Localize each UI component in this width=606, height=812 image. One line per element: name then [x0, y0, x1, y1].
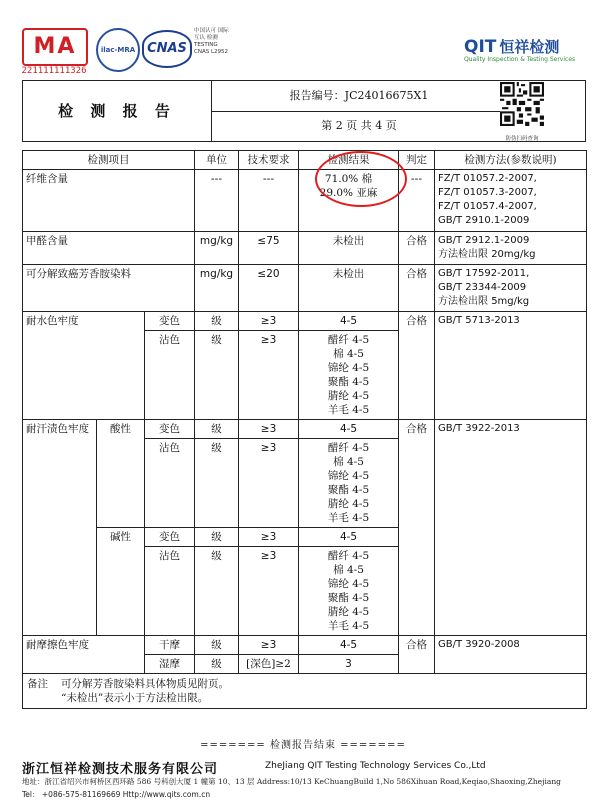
page-number: 第 2 页 共 4 页 [321, 119, 397, 132]
result-cell: 4-5 [299, 312, 399, 331]
result-line: 29.0% 亚麻 [319, 187, 378, 199]
stain-result: 醋纤 4-5 [327, 550, 370, 562]
table-row [23, 636, 587, 655]
result-cell: 4-5 [299, 636, 399, 655]
method-cell [435, 232, 587, 265]
requirement-cell: ≥3 [239, 439, 299, 528]
result-line: 71.0% 棉 [324, 173, 373, 185]
stain-result: 腈纶 4-5 [327, 606, 370, 618]
item-sweat-fastness: 耐汗渍色牢度 [23, 420, 97, 636]
stain-result: 聚酯 4-5 [327, 376, 370, 388]
qit-logo-cn: 恒祥检测 [499, 38, 560, 56]
requirement-cell: ≥3 [239, 312, 299, 331]
header-unit: 单位 [195, 151, 239, 170]
unit-cell: 级 [195, 547, 239, 636]
judgement-cell: 合格 [399, 636, 435, 674]
sub-item-wet: 湿摩 [145, 655, 195, 674]
item-formaldehyde: 甲醛含量 [23, 232, 195, 265]
unit-cell: 级 [195, 439, 239, 528]
requirement-cell: --- [239, 170, 299, 232]
method-line: FZ/T 01057.3-2007, [438, 187, 537, 198]
highlight-ellipse [315, 151, 407, 207]
method-line: FZ/T 01057.4-2007, [438, 201, 537, 212]
sub-item-stain: 沾色 [145, 331, 195, 420]
sub-item-change: 变色 [145, 420, 195, 439]
header-item: 检测项目 [23, 151, 195, 170]
method-cell [435, 170, 587, 232]
method-cell: GB/T 3922-2013 [435, 420, 587, 636]
company-logo [464, 36, 559, 57]
method-line: 方法检出限 20mg/kg [438, 249, 536, 260]
judgement-cell: 合格 [399, 232, 435, 265]
method-line: 方法检出限 5mg/kg [438, 296, 530, 307]
table-row [23, 232, 587, 265]
unit-cell: 级 [195, 528, 239, 547]
header-requirement: 技术要求 [239, 151, 299, 170]
judgement-cell: 合格 [399, 265, 435, 312]
stain-result: 聚酯 4-5 [327, 592, 370, 604]
stain-result: 醋纤 4-5 [327, 334, 370, 346]
qr-caption: 防伪扫码查询 [505, 136, 539, 142]
header-result: 检测结果 [299, 151, 399, 170]
sub-item-stain: 沾色 [145, 547, 195, 636]
remarks-cell [23, 674, 587, 709]
company-address: 地址：浙江省绍兴市柯桥区西环路 586 号科创大厦 1 幢第 10、13 层 Address:10/13 KeChuangBuild 1,No 586Xihuan Road,Keqiao,Shaoxing,Zhejiang [22, 777, 561, 786]
unit-cell: 级 [195, 636, 239, 655]
method-line: GB/T 23344-2009 [438, 282, 527, 293]
item-fiber: 纤维含量 [23, 170, 195, 232]
stain-result: 腈纶 4-5 [327, 390, 370, 402]
ilac-mra-logo: ilac-MRA [96, 28, 140, 72]
requirement-cell: ≥3 [239, 420, 299, 439]
unit-cell: 级 [195, 331, 239, 420]
sub-item-change: 变色 [145, 312, 195, 331]
remarks-label: 备注 [27, 678, 48, 690]
stain-result: 棉 4-5 [333, 564, 364, 576]
requirement-cell: ≥3 [239, 331, 299, 420]
judgement-cell: 合格 [399, 420, 435, 636]
results-table [22, 150, 587, 709]
report-title: 检 测 报 告 [58, 102, 176, 120]
requirement-cell: ≥3 [239, 528, 299, 547]
qit-logo-text: QIT [464, 37, 497, 57]
result-cell: 3 [299, 655, 399, 674]
result-cell: 4-5 [299, 420, 399, 439]
table-header-row [23, 151, 587, 170]
company-name-cn: 浙江恒祥检测技术服务有限公司 [22, 762, 219, 777]
method-cell: GB/T 5713-2013 [435, 312, 587, 420]
report-number: 报告编号：JC24016675X1 [289, 89, 429, 102]
requirement-cell: [深色]≥2 [239, 655, 299, 674]
company-contact: Tel： +086-575-81169669 Http://www.qits.com.cn [22, 790, 211, 799]
stain-result: 腈纶 4-5 [327, 498, 370, 510]
table-row [23, 170, 587, 232]
result-cell [299, 547, 399, 636]
sub-item-change: 变色 [145, 528, 195, 547]
method-line: GB/T 2910.1-2009 [438, 215, 530, 226]
remarks-line: 可分解芳香胺染料具体物质见附页。 [61, 678, 229, 690]
stain-result: 聚酯 4-5 [327, 484, 370, 496]
requirement-cell: ≥3 [239, 636, 299, 655]
header-method: 检测方法(参数说明) [435, 151, 587, 170]
accreditation-text: 中国认可 国际互认 检测 TESTING CNAS L2952 [194, 28, 229, 55]
stain-result: 棉 4-5 [333, 348, 364, 360]
stain-result: 锦纶 4-5 [327, 362, 370, 374]
remarks-line: “未检出”表示小于方法检出限。 [61, 692, 209, 704]
cnas-logo: CNAS [142, 30, 192, 68]
stain-result: 醋纤 4-5 [327, 442, 370, 454]
method-cell: GB/T 3920-2008 [435, 636, 587, 674]
result-cell: 未检出 [299, 265, 399, 312]
judgement-cell: 合格 [399, 312, 435, 420]
result-cell: 未检出 [299, 232, 399, 265]
table-row [23, 420, 587, 439]
remarks-row [23, 674, 587, 709]
unit-cell: mg/kg [195, 232, 239, 265]
unit-cell: 级 [195, 420, 239, 439]
method-line: FZ/T 01057.2-2007, [438, 173, 537, 184]
method-line: GB/T 2912.1-2009 [438, 235, 530, 246]
report-end-line: ======= 检测报告结束 ======= [200, 740, 406, 751]
table-row [23, 265, 587, 312]
result-cell [299, 439, 399, 528]
sub-item-alkali: 碱性 [97, 528, 145, 636]
stain-result: 锦纶 4-5 [327, 470, 370, 482]
sub-item-stain: 沾色 [145, 439, 195, 528]
table-row [23, 312, 587, 331]
requirement-cell: ≤75 [239, 232, 299, 265]
qr-code-icon[interactable] [500, 82, 544, 126]
sub-item-acid: 酸性 [97, 420, 145, 528]
company-slogan: Quality Inspection & Testing Services [464, 56, 576, 63]
unit-cell: 级 [195, 312, 239, 331]
stain-result: 棉 4-5 [333, 456, 364, 468]
judgement-cell: --- [399, 170, 435, 232]
stain-result: 羊毛 4-5 [327, 620, 370, 632]
sub-item-dry: 干摩 [145, 636, 195, 655]
header-judgement: 判定 [399, 151, 435, 170]
unit-cell: 级 [195, 655, 239, 674]
item-water-fastness: 耐水色牢度 [23, 312, 145, 420]
unit-cell: mg/kg [195, 265, 239, 312]
unit-cell: --- [195, 170, 239, 232]
method-line: GB/T 17592-2011, [438, 268, 530, 279]
requirement-cell: ≤20 [239, 265, 299, 312]
item-amine: 可分解致癌芳香胺染料 [23, 265, 195, 312]
requirement-cell: ≥3 [239, 547, 299, 636]
result-cell [299, 331, 399, 420]
stain-result: 羊毛 4-5 [327, 404, 370, 416]
cma-number: 221111111326 [21, 66, 87, 76]
method-cell [435, 265, 587, 312]
stain-result: 锦纶 4-5 [327, 578, 370, 590]
result-cell: 4-5 [299, 528, 399, 547]
stain-result: 羊毛 4-5 [327, 512, 370, 524]
item-rub-fastness: 耐摩擦色牢度 [23, 636, 145, 674]
company-name-en: ZheJiang QIT Testing Technology Services Co.,Ltd [265, 761, 486, 771]
cma-logo: MA [22, 28, 88, 66]
